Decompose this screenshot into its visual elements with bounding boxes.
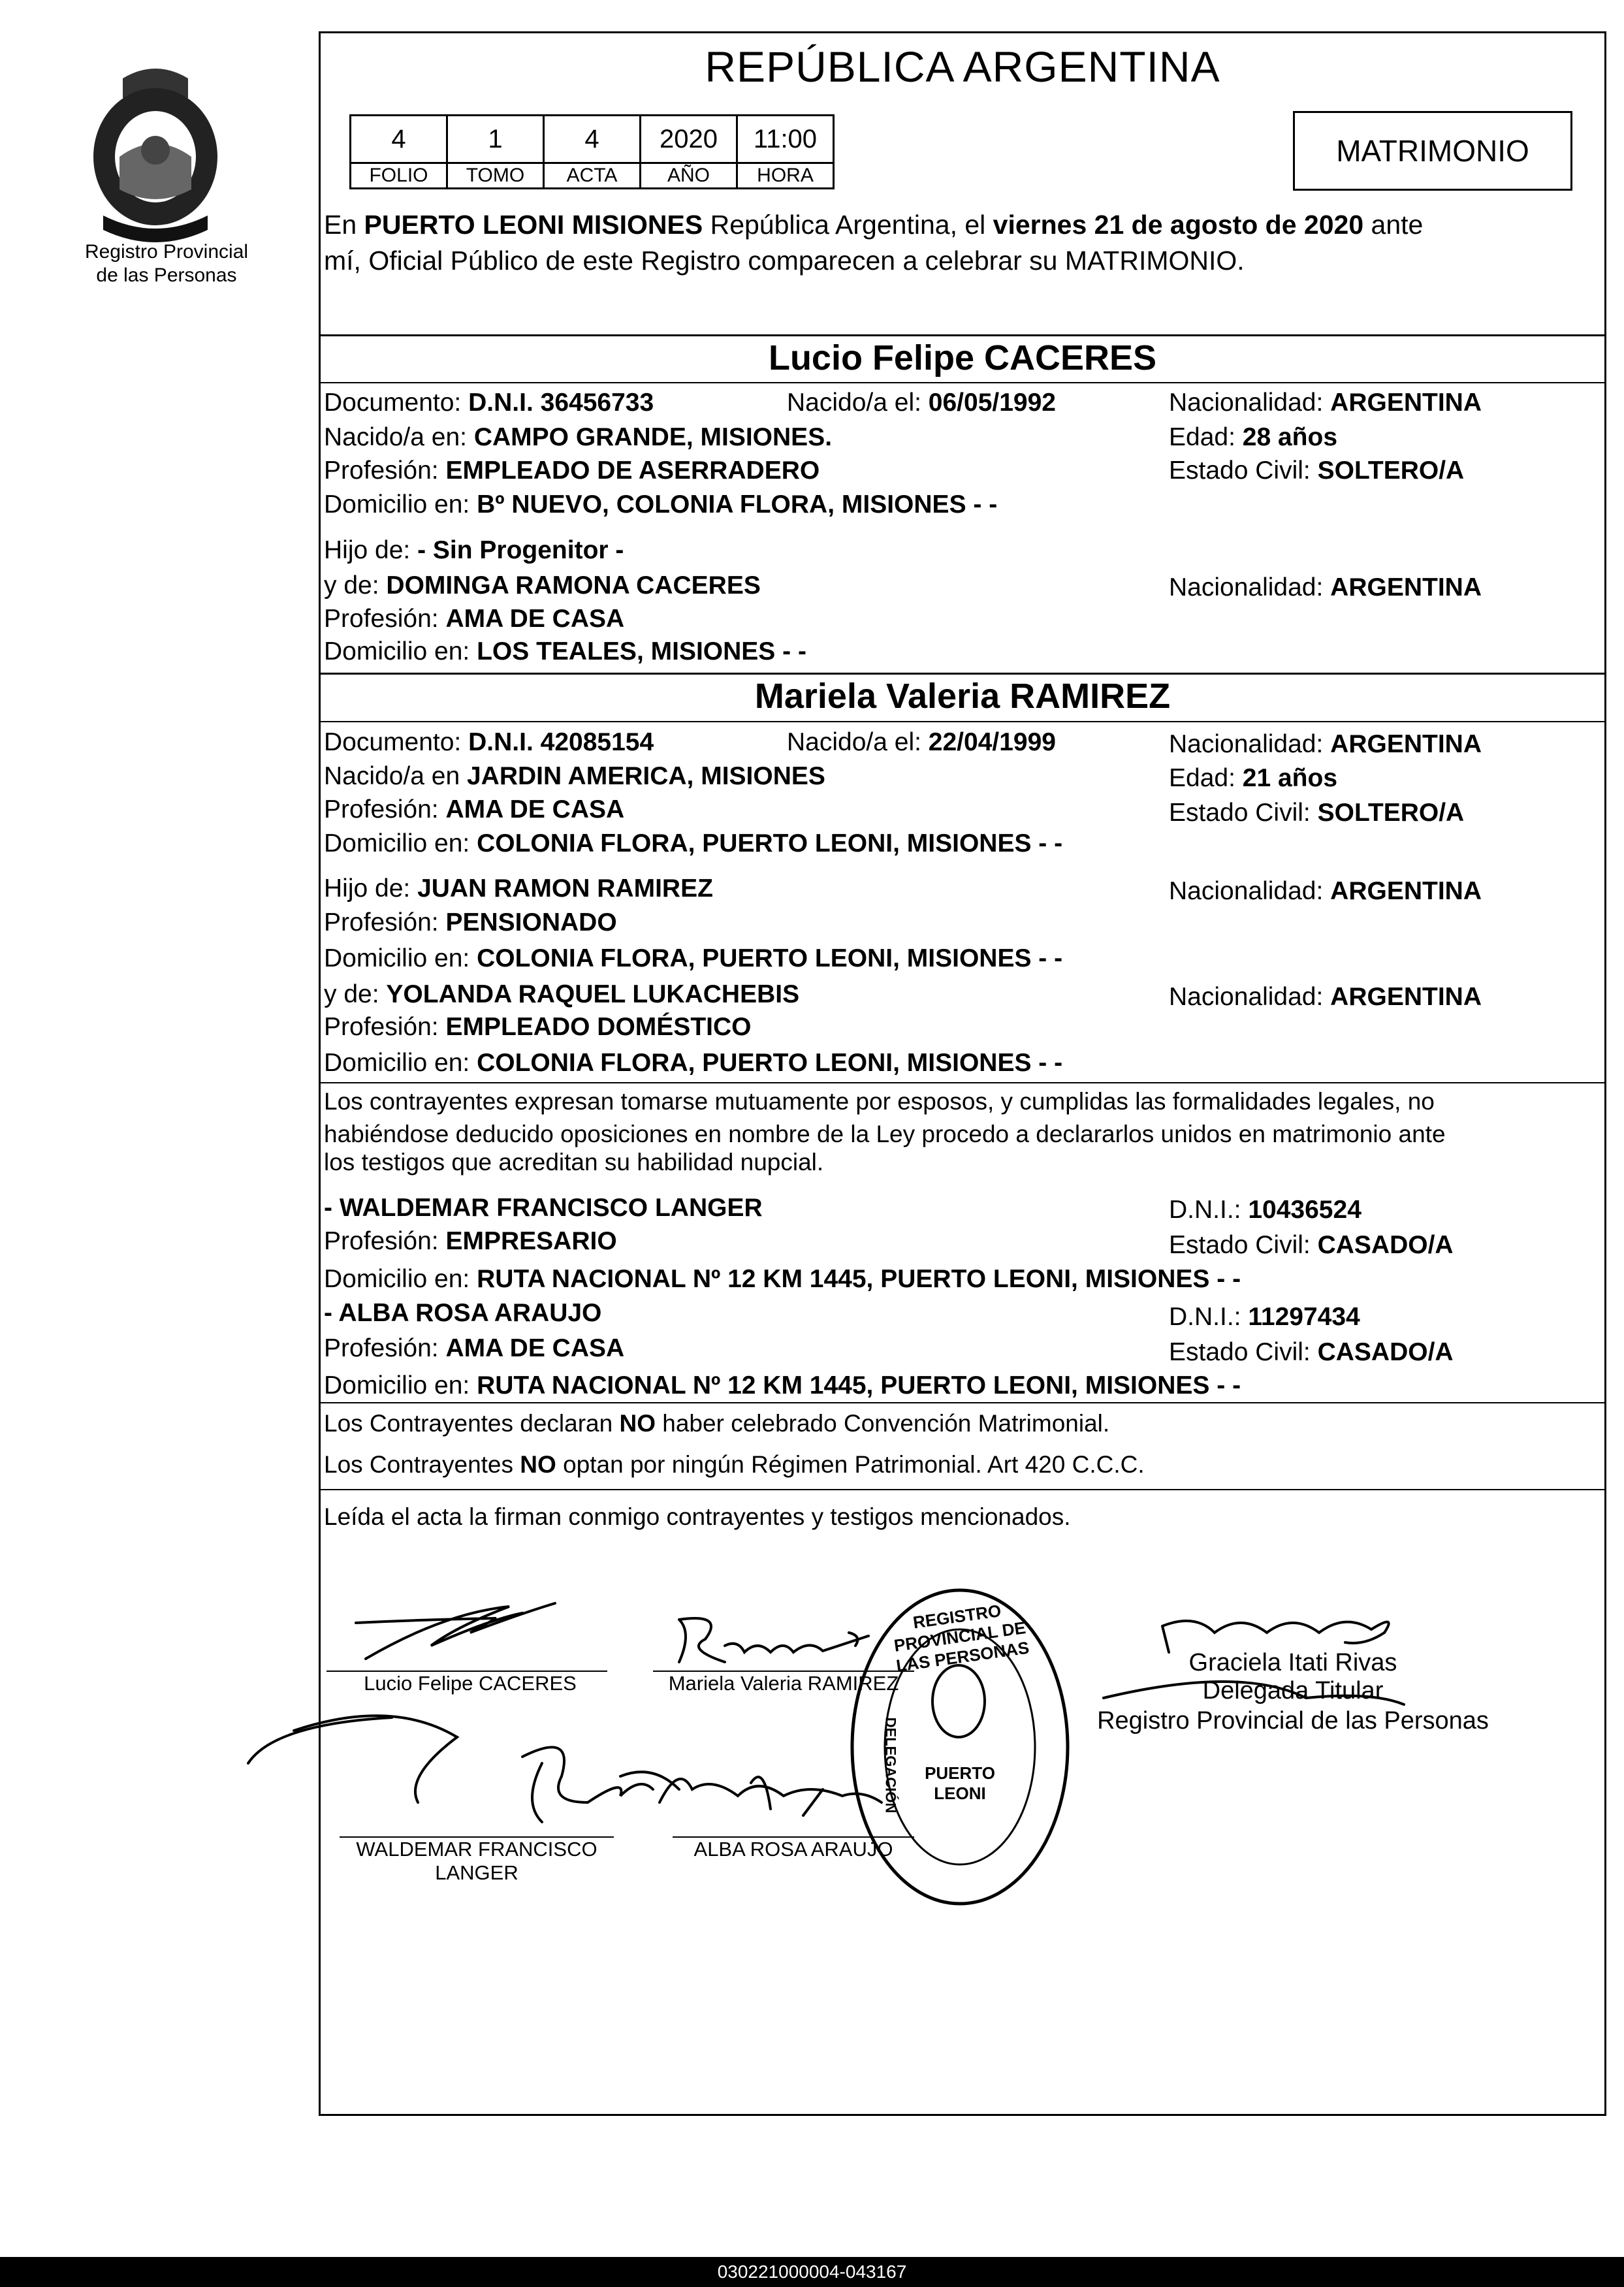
spouse2-birthplace: Nacido/a en JARDIN AMERICA, MISIONES: [324, 762, 825, 790]
spouse1-civil-status: Estado Civil: SOLTERO/A: [1169, 456, 1465, 485]
intro-place: PUERTO LEONI MISIONES: [364, 210, 703, 240]
spouse1-mother: y de: DOMINGA RAMONA CACERES: [324, 571, 761, 600]
witness1-address: Domicilio en: RUTA NACIONAL Nº 12 KM 1445, PUERTO LEONI, MISIONES - -: [324, 1265, 1241, 1293]
spouse2-mother: y de: YOLANDA RAQUEL LUKACHEBIS: [324, 980, 800, 1008]
declaration-line-2: habiéndose deducido oposiciones en nombre de la Ley procedo a declararlos unidos en matrimonio ante: [324, 1121, 1446, 1147]
spouse2-birthdate: Nacido/a el: 22/04/1999: [787, 728, 1056, 756]
intro-text: ante: [1363, 210, 1424, 240]
logo-caption-line1: Registro Provincial: [84, 241, 249, 263]
tomo-value: 1: [447, 116, 544, 163]
spouse2-father-address: Domicilio en: COLONIA FLORA, PUERTO LEONI, MISIONES - -: [324, 944, 1063, 972]
witness2-signature-caption: ALBA ROSA ARAUJO: [693, 1838, 893, 1861]
spouse1-mother-profession: Profesión: AMA DE CASA: [324, 605, 625, 633]
witness1-signature-caption-1: WALDEMAR FRANCISCO: [356, 1838, 597, 1861]
anio-label: AÑO: [641, 163, 737, 189]
witness2-civil-status: Estado Civil: CASADO/A: [1169, 1338, 1454, 1366]
spouse2-mother-address: Domicilio en: COLONIA FLORA, PUERTO LEONI, MISIONES - -: [324, 1049, 1063, 1077]
witness2-address: Domicilio en: RUTA NACIONAL Nº 12 KM 1445, PUERTO LEONI, MISIONES - -: [324, 1371, 1241, 1399]
spouse2-signature-caption: Mariela Valeria RAMIREZ: [668, 1672, 899, 1695]
witness1-signature-caption-2: LANGER: [435, 1861, 518, 1884]
declaration-line-3: los testigos que acreditan su habilidad nupcial.: [324, 1149, 824, 1175]
witness2-dni: D.N.I.: 11297434: [1169, 1303, 1360, 1331]
spouse1-birthdate: Nacido/a el: 06/05/1992: [787, 389, 1056, 417]
spouse2-documento: Documento: D.N.I. 42085154: [324, 728, 654, 756]
convention-line-2: Los Contrayentes NO optan por ningún Régimen Patrimonial. Art 420 C.C.C.: [324, 1451, 1145, 1478]
spouse2-mother-profession: Profesión: EMPLEADO DOMÉSTICO: [324, 1013, 752, 1041]
spouse2-name: Mariela Valeria RAMIREZ: [754, 677, 1171, 716]
intro-text: República Argentina, el: [703, 210, 993, 240]
acta-label: ACTA: [544, 163, 641, 189]
official-name: Graciela Itati Rivas: [1188, 1649, 1397, 1676]
spouse2-father-nationality: Nacionalidad: ARGENTINA: [1169, 877, 1482, 905]
page-title: REPÚBLICA ARGENTINA: [705, 42, 1220, 91]
witness2-name: - ALBA ROSA ARAUJO: [324, 1299, 602, 1327]
spouse1-nationality: Nacionalidad: ARGENTINA: [1169, 389, 1482, 417]
spouse2-father: Hijo de: JUAN RAMON RAMIREZ: [324, 874, 713, 903]
spouse2-age: Edad: 21 años: [1169, 764, 1338, 792]
folio-label: FOLIO: [351, 163, 447, 189]
witness2-signature: [660, 1777, 882, 1815]
official-role: Delegada Titular: [1202, 1677, 1384, 1704]
spouse1-profession: Profesión: EMPLEADO DE ASERRADERO: [324, 456, 820, 485]
spouse1-father: Hijo de: - Sin Progenitor -: [324, 536, 624, 564]
logo-caption-line2: de las Personas: [96, 264, 237, 286]
anio-value: 2020: [641, 116, 737, 163]
spouse1-name: Lucio Felipe CACERES: [768, 338, 1157, 377]
stamp-inner-text: PUERTO LEONI: [925, 1763, 995, 1803]
stamp-outer-text: REGISTRO PROVINCIAL DE LAS PERSONAS: [893, 1601, 1030, 1676]
declaration-line-1: Los contrayentes expresan tomarse mutuamente por esposos, y cumplidas las formalidades legales, no: [324, 1088, 1435, 1115]
convention-line-1: Los Contrayentes declaran NO haber celebrado Convención Matrimonial.: [324, 1410, 1110, 1437]
witness1-profession: Profesión: EMPRESARIO: [324, 1227, 617, 1255]
spouse2-father-profession: Profesión: PENSIONADO: [324, 908, 617, 936]
spouse1-signature: [356, 1603, 555, 1659]
hora-value: 11:00: [737, 116, 834, 163]
intro-text: En: [324, 210, 364, 240]
witness1-dni: D.N.I.: 10436524: [1169, 1196, 1361, 1224]
folio-value: 4: [351, 116, 447, 163]
acta-value: 4: [544, 116, 641, 163]
document-barcode-id: 030221000004-043167: [0, 2257, 1624, 2287]
spouse2-profession: Profesión: AMA DE CASA: [324, 795, 625, 824]
witness1-name: - WALDEMAR FRANCISCO LANGER: [324, 1194, 763, 1222]
spouse1-signature-caption: Lucio Felipe CACERES: [364, 1672, 577, 1695]
tomo-label: TOMO: [447, 163, 544, 189]
intro-date: viernes 21 de agosto de 2020: [993, 210, 1364, 240]
official-org: Registro Provincial de las Personas: [1097, 1707, 1489, 1735]
closing-text: Leída el acta la firman conmigo contrayentes y testigos mencionados.: [324, 1503, 1071, 1530]
spouse1-address: Domicilio en: Bº NUEVO, COLONIA FLORA, MISIONES - -: [324, 490, 998, 519]
stamp-side-text: DELEGACIÓN: [882, 1717, 899, 1814]
witness1-signature: [248, 1716, 679, 1822]
intro-line-2: mí, Oficial Público de este Registro comparecen a celebrar su MATRIMONIO.: [324, 246, 1245, 276]
witness2-profession: Profesión: AMA DE CASA: [324, 1334, 625, 1362]
witness1-civil-status: Estado Civil: CASADO/A: [1169, 1231, 1454, 1259]
spouse2-address: Domicilio en: COLONIA FLORA, PUERTO LEONI, MISIONES - -: [324, 829, 1063, 857]
hora-label: HORA: [737, 163, 834, 189]
spouse2-mother-nationality: Nacionalidad: ARGENTINA: [1169, 983, 1482, 1011]
spouse1-age: Edad: 28 años: [1169, 423, 1338, 451]
document-type-box: MATRIMONIO: [1293, 111, 1572, 191]
spouse2-civil-status: Estado Civil: SOLTERO/A: [1169, 799, 1465, 827]
spouse1-mother-address: Domicilio en: LOS TEALES, MISIONES - -: [324, 637, 806, 665]
spouse1-birthplace: Nacido/a en: CAMPO GRANDE, MISIONES.: [324, 423, 833, 451]
spouse2-signature: [679, 1618, 868, 1662]
spouse2-nationality: Nacionalidad: ARGENTINA: [1169, 730, 1482, 758]
spouse1-mother-nationality: Nacionalidad: ARGENTINA: [1169, 573, 1482, 601]
spouse1-documento: Documento: D.N.I. 36456733: [324, 389, 654, 417]
